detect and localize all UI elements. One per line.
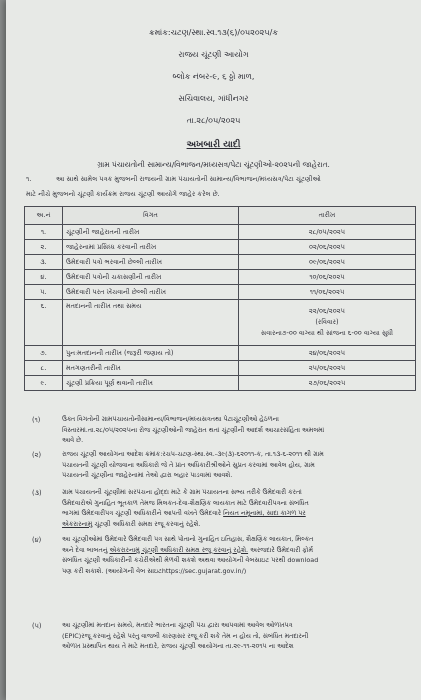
note-1-number: (૧) [32,416,41,424]
note-2-text [62,449,418,481]
note-4-number: (૪) [32,536,42,544]
row-date: ૨૫/૦૬/૨૦૨૫ [239,361,416,376]
table-row [25,361,416,376]
note-line: વિસ્તારમાં.તા.૨૮/૦૫/૨૦૨૫ના રોજ ચૂંટણીઓની જાહેરાત થતાં ચૂંટણીની આદર્શ આચારસંહિતા અમલમાં [62,425,325,434]
note-line: આ ચૂંટણીમાં મતદાન સમયે, મતદારે ભારતના ચૂંટણી પંચ દ્વારા આપવામાં આવેલ ઓળખપત્ર [62,621,293,629]
note-line: સંબંધિત ચૂંટણી અધિકારીની કચેરીએથી મેળવી શકશે અથવા આયોગની વેબસાઇટ પરથી download [62,556,319,564]
row-detail: જાહેરનામાં પ્રસિધ્ધ કરવાની તારીખ [63,240,239,255]
intro-line-1: આ સાથે સામેલ પત્રક મુજબની રાજયની ગ્રામ પંચાયતોની સામાન્ય/વિભાજન/મધ્યસત્ર/પેટા ચૂંટણીઓ [56,175,321,183]
note-segment: ભાગમાં ઉમેદવારીપત્ર ચૂંટણી અધિકારીને આપતી વખતે ઉમેદવારે [62,509,224,517]
note-line [62,519,418,530]
note-line: આવે છે. [62,436,84,444]
address-line-1: બ્લોક નંબર-૯, ૬ ઠ્ઠો માળ, [172,72,255,81]
row-number: ૬. [25,300,63,346]
note-segment: ચૂંટણી અધિકારી સમક્ષ રજૂ કરવાનું રહેશે. [92,519,201,528]
intro-number: ૧. [26,175,32,183]
header-detail: વિગત [63,207,239,225]
row-date: ૦૨/૦૬/૨૦૨૫ [239,240,416,255]
row-number: ૫. [25,285,63,300]
note-line: પંચાયતની ચૂંટણી યોજવાના અધિકારો જે તે પ્રાંત અધિકારીશ્રીઓને સુપ્રત કરવામાં આવેલ હોય, ગ્રામ [62,460,315,469]
table-row [25,225,416,240]
row-date: ૨૪/૦૬/૨૦૨૫ [239,346,416,361]
note-3-number: (૩) [32,489,42,497]
row-number: ૩. [25,255,63,270]
note-2-number: (૨) [32,451,42,459]
row-date: ૨૭/૦૬/૨૦૨૫ [239,376,416,391]
note-underlined: એકરારનામું [62,519,93,528]
row-number: ૯. [25,376,63,391]
row-number: ૨. [25,240,63,255]
office-name: રાજય ચૂંટણી આયોગ [178,50,249,59]
row-number: ૪. [25,270,63,285]
table-row [25,285,416,300]
table-row-polling [25,300,416,346]
table-row [25,346,416,361]
row-date: ૦૯/૦૬/૨૦૨૫ [239,255,416,270]
row-detail: ઉમેદવારી પત્રો ભરવાની છેલ્લી તારીખ [63,255,239,270]
row-number: ૧. [25,225,63,240]
address-line-2: સચિવાલય, ગાંધીનગર [178,94,249,103]
note-5-number: (૫) [32,622,42,630]
row-date: ૧૧/૦૬/૨૦૨૫ [239,285,416,300]
document-page [6,0,421,700]
note-underlined: નિયત નમૂનામાં, સાદા કાગળ પર [223,509,306,517]
election-schedule-table [24,206,416,391]
note-line: ઉક્ત વિગતોની ગ્રામપંચાયતોનીસામાન્ય/વિભાજન/મધ્યસત્રતથા પેટાચૂંટણીઓ હેઠળના [62,415,279,423]
table-row [25,376,416,391]
table-row [25,240,416,255]
table-row [25,270,416,285]
row-detail: ઉમેદવારી પત્રોની ચકાસણીની તારીખ [63,270,239,285]
polling-day: (રવિવાર) [315,318,339,326]
note-line [62,545,418,556]
note-4-text [62,534,418,576]
polling-time: સવારના૭-૦૦ વાગ્યા થી સાંજના ૬-૦૦ વાગ્યા સુધી [260,329,394,337]
note-1-text [62,414,418,446]
note-3-text [62,487,418,529]
row-detail: મતગણતરીની તારીખ [63,361,239,376]
table-header-row [25,207,416,225]
note-line: (EPIC)રજૂ કરવાનું રહેશે પરંતુ વાજબી કારણસર રજૂ કરી શકે તેમ ન હોય તો, સંબંધિત મતદારની [62,631,309,640]
note-line: ઓળખ પ્રસ્થાપિત થાય તે માટે મતદારે, રાજય ચૂંટણી આયોગના તા.૨૯-૧૧-૨૦૧૫ ના આદેશ [62,642,294,650]
row-date-polling [239,300,416,346]
note-segment: અરજદારે ઉમેદવારી ફોર્મ [248,545,313,554]
note-line [62,508,418,519]
row-detail: મતદાનની તારીખ તથા સમય [63,300,239,346]
note-5-text [62,620,418,652]
header-serial: અ.નં [25,207,63,225]
row-detail: પુનઃમતદાનની તારીખ (જરૂરી જણાય તો) [63,346,239,361]
row-detail: ઉમેદવારી પરત ખેંચવાની છેલ્લી તારીખ [63,285,239,300]
row-number: ૭. [25,346,63,361]
row-detail: ચૂંટણી પ્રક્રિયા પૂર્ણ થવાની તારીખ [63,376,239,391]
row-detail: ચૂંટણીની જાહેરાતની તારીખ [63,225,239,240]
note-segment: અને દેવા બાબતનું [62,545,110,554]
note-line: ગ્રામ પંચાયતની ચૂંટણીમાં સરપંચના હોદ્દા માટે કે ગ્રામ પંચાયતના સભ્ય તરીકે ઉમેદવારી કરતાં [62,488,302,496]
polling-date: ૨૨/૦૬/૨૦૨૫ [309,307,345,315]
row-date: ૨૮/૦૫/૨૦૨૫ [239,225,416,240]
note-underlined: એકરારનામું ચૂંટણી અધિકારી સમક્ષ રજૂ કરવાનું રહેશે. [109,545,249,554]
header-date: તારીખ [239,207,416,225]
row-number: ૮. [25,361,63,376]
intro-line-2: માટે નીચે મુજબનો ચૂંટણી કાર્યક્રમ રાજય ચૂંટણી આયોગે જાહેર કરેલ છે. [26,190,220,198]
note-line: આ ચૂંટણીઓમાં ઉમેદવારે ઉમેદવારી પત્ર સાથે પોતાનો ગુનાહિત ઇતિહાસ, શૈક્ષણિક લાયકાત, મિલ્કત [62,535,314,543]
document-date: તા.૨૮/૦૫/૨૦૨૫ [186,116,241,125]
note-line: ઉમેદવારોએ ગુનાહિત ભૂતકાળ તેમજ મિલકત-દેવા-શૈક્ષણિક લાયકાત માટે ઉમેદવારીપત્રના સંબંધિત [62,498,309,507]
note-line: પંચાયતની ચૂંટણીના જાહેરનામાં તેઓ દ્વારા બહાર પાડવામાં આવશે. [62,471,233,479]
note-line: પણ કરી શકાશે. (આયોગની વેબ સાઇટhttps://sec.gujarat.gov.in/) [62,566,247,575]
table-row [25,255,416,270]
row-date: ૧૦/૦૬/૨૦૨૫ [239,270,416,285]
note-line: રાજય ચૂંટણી આયોગના આદેશ ક્રમાંક:રચપ-ચટણ-સ્થા.સ્વ.-૩૯(૩)-૬૨૦૧૧-ક, તા.૧૩-૬-૨૦૧૧ થી ગ્રામ [62,450,324,458]
subject-line: ગ્રામ પંચાયતોની સામાન્ય/વિભાજન/મધ્યસત્ર/પેટા ચૂંટણીઓ-૨૦૨૫ની જાહેરાત. [97,160,330,169]
press-release-title: અખબારી યાદી [186,140,241,150]
order-number: ક્રમાંક:ચટણ/સ્થા.સ્વ.૧૩(૬)/૦૫૨૦૨૫/ક [149,28,278,37]
